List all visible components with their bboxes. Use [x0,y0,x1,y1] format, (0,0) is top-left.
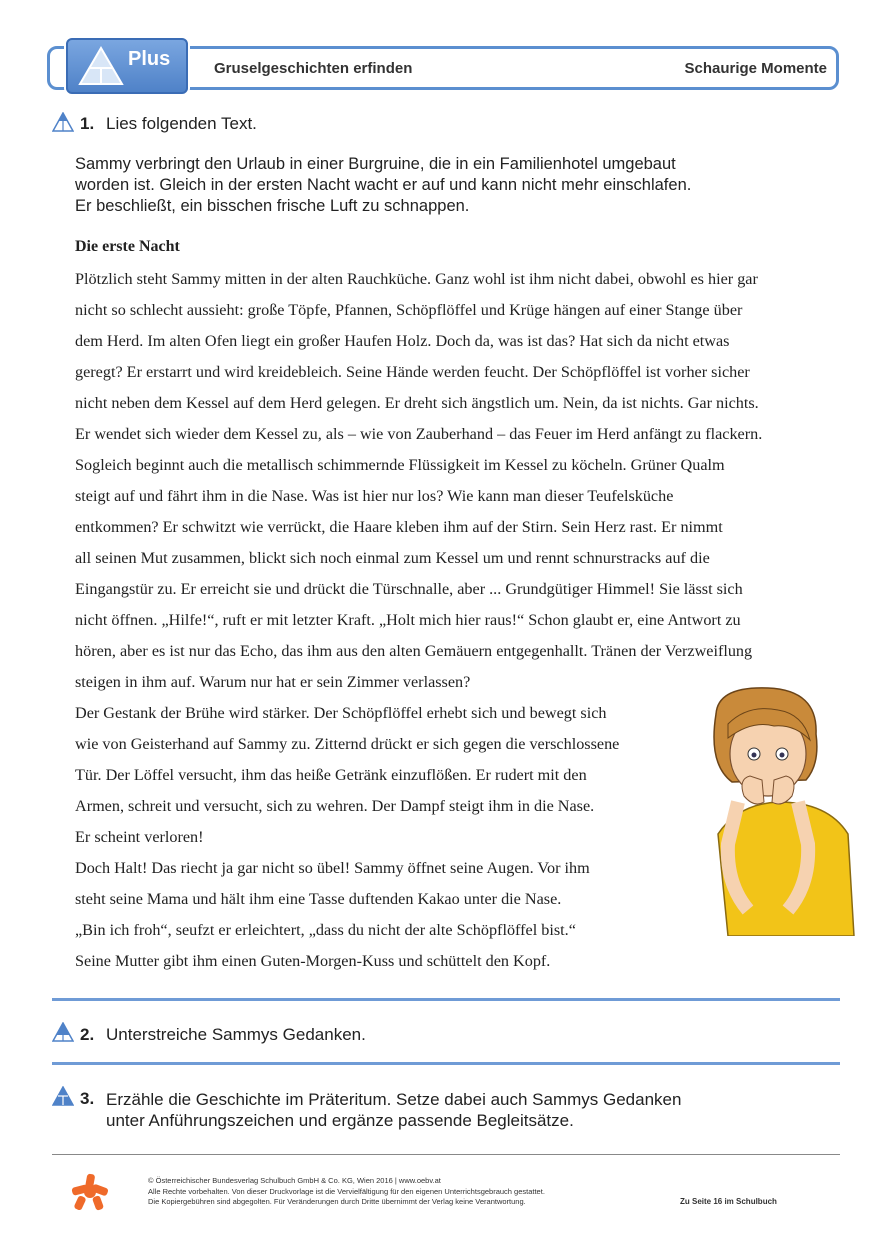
task-1-text: Lies folgenden Text. [106,114,257,133]
intro-text [75,154,775,217]
difficulty-level-2-icon [52,1022,74,1042]
story-line: dem Herd. Im alten Ofen liegt ein großer Haufen Holz. Doch da, was ist das? Hat sich da nicht etwas [75,332,730,350]
story-line: nicht so schlecht aussieht: große Töpfe, Pfannen, Schöpflöffel und Krüge hängen auf einer Stange über [75,301,743,319]
intro-line: Er beschließt, ein bisschen frische Luft zu schnappen. [75,197,470,215]
frightened-boy-illustration [698,684,858,936]
story-line: Eingangstür zu. Er erreicht sie und drückt die Türschnalle, aber ... Grundgütiger Himmel! Sie lässt sich [75,580,743,598]
copyright-line: © Österreichischer Bundesverlag Schulbuch GmbH & Co. KG, Wien 2016 | www.oebv.at [148,1176,441,1185]
copyright-notice [148,1176,545,1208]
footer-divider [52,1154,840,1155]
difficulty-level-3-icon [52,1086,74,1106]
story-line: Plötzlich steht Sammy mitten in der alten Rauchküche. Ganz wohl ist ihm nicht dabei, obwohl es hier gar [75,270,758,288]
story-line: Tür. Der Löffel versucht, ihm das heiße Getränk einzuflößen. Er rudert mit den [75,766,587,784]
textbook-page-reference: Zu Seite 16 im Schulbuch [680,1197,777,1206]
task-3-text [106,1089,681,1131]
section-divider [52,998,840,1001]
task-3-line: unter Anführungszeichen und ergänze passende Begleitsätze. [106,1111,574,1130]
story-line: Der Gestank der Brühe wird stärker. Der Schöpflöffel erhebt sich und bewegt sich [75,704,607,722]
logo-label: Plus [128,48,171,70]
difficulty-level-1-icon [52,112,74,132]
copyright-line: Alle Rechte vorbehalten. Von dieser Druckvorlage ist die Vervielfältigung für den eigenen Unterrichtsgebrauch gestattet. [148,1186,545,1196]
story-line: Er scheint verloren! [75,828,204,846]
story-line: nicht neben dem Kessel auf dem Herd gelegen. Er dreht sich ängstlich um. Nein, da ist nichts. Gar nichts. [75,394,759,412]
chapter-title: Schaurige Momente [684,60,827,77]
story-line: steigen in ihm auf. Warum nur hat er sein Zimmer verlassen? [75,673,471,691]
publisher-logo-icon [70,1172,110,1212]
story-line: steht seine Mama und hält ihm eine Tasse duftenden Kakao unter die Nase. [75,890,562,908]
task-1-number: 1. [80,114,95,133]
worksheet-title: Gruselgeschichten erfinden [214,60,413,77]
story-line: Sogleich beginnt auch die metallisch schimmernde Flüssigkeit im Kessel zu köcheln. Grüner Qualm [75,456,725,474]
story-line: Doch Halt! Das riecht ja gar nicht so übel! Sammy öffnet seine Augen. Vor ihm [75,859,590,877]
story-line: „Bin ich froh“, seufzt er erleichtert, „dass du nicht der alte Schöpflöffel bist.“ [75,921,576,939]
task-2-text: Unterstreiche Sammys Gedanken. [106,1025,366,1044]
copyright-line: Die Kopiergebühren sind abgegolten. Für Veränderungen durch Dritte übernimmt der Verlag keine Verantwortung. [148,1197,526,1206]
story-line: nicht öffnen. „Hilfe!“, ruft er mit letzter Kraft. „Holt mich hier raus!“ Schon glaubt er, eine Antwort zu [75,611,741,629]
story-line: all seinen Mut zusammen, blickt sich noch einmal zum Kessel um und rennt schnurstracks auf die [75,549,710,567]
triangle-level-icon [78,46,124,86]
story-line: wie von Geisterhand auf Sammy zu. Zitternd drückt er sich gegen die verschlossene [75,735,620,753]
intro-line: Sammy verbringt den Urlaub in einer Burgruine, die in ein Familienhotel umgebaut [75,155,676,173]
story-line: Seine Mutter gibt ihm einen Guten-Morgen-Kuss und schüttelt den Kopf. [75,952,551,970]
story-line: Er wendet sich wieder dem Kessel zu, als – wie von Zauberhand – das Feuer im Herd anfängt zu flackern. [75,425,763,443]
story-line: entkommen? Er schwitzt wie verrückt, die Haare kleben ihm auf der Stirn. Sein Herz rast. Er nimmt [75,518,723,536]
section-divider [52,1062,840,1065]
task-3-number: 3. [80,1089,95,1108]
story-line: hören, aber es ist nur das Echo, das ihm aus den alten Gemäuern entgegenhallt. Tränen der Verzweiflung [75,642,753,660]
story-line: Armen, schreit und versucht, sich zu wehren. Der Dampf steigt ihm in die Nase. [75,797,595,815]
task-2-number: 2. [80,1025,95,1044]
plus-logo [66,38,188,94]
story-title: Die erste Nacht [75,238,180,255]
story-line: geregt? Er erstarrt und wird kreidebleich. Seine Hände werden feucht. Der Schöpflöffel ist vorher sicher [75,363,750,381]
intro-line: worden ist. Gleich in der ersten Nacht wacht er auf und kann nicht mehr einschlafen. [75,176,692,194]
story-line: steigt auf und fährt ihm in die Nase. Was ist hier nur los? Wie kann man dieser Teufelsküche [75,487,674,505]
task-3-line: Erzähle die Geschichte im Präteritum. Setze dabei auch Sammys Gedanken [106,1090,682,1109]
